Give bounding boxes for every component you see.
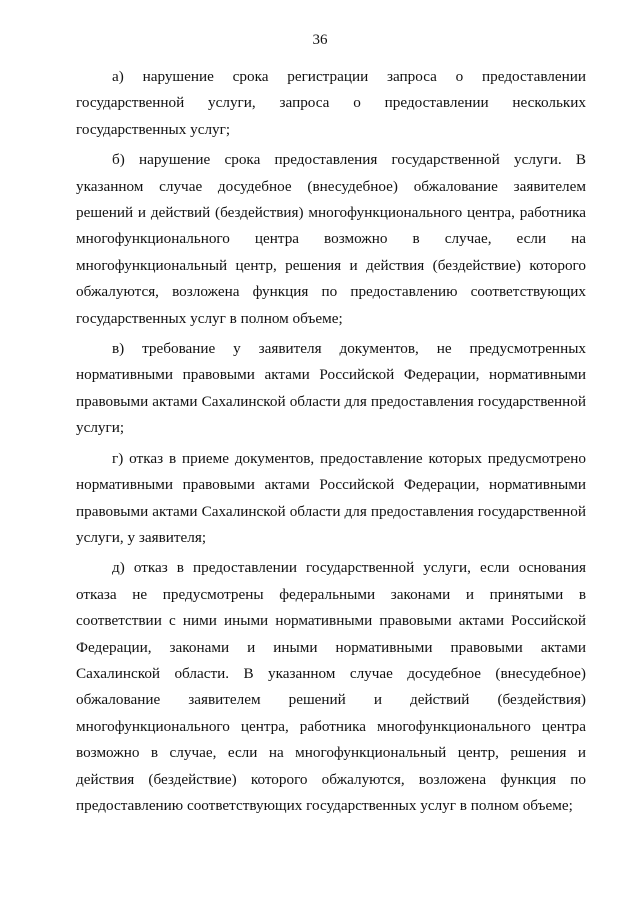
paragraph-g: г) отказ в приеме документов, предоставление которых предусмотрено нормативными правовыми актами Российской Федерации, нормативными правовыми актами Сахалинской области для предоставления государственной услуги, у заявителя; (76, 449, 586, 546)
paragraph-a: а) нарушение срока регистрации запроса о предоставлении государственной услуги, запроса о предоставлении нескольких государственных услуг; (76, 68, 586, 138)
page-number: 36 (312, 32, 328, 48)
paragraph-b: б) нарушение срока предоставления государственной услуги. В указанном случае досудебное (внесудебное) обжалование заявителем решений и действий (бездействия) многофункционального центра, работника многофункционального центра возможно в случае, если на многофункциональный центр, решения и действия (бездействие) которого обжалуются, возложена функция по предоставлению соответствующих государственных услуг в полном объеме; (76, 151, 586, 327)
paragraph-d: д) отказ в предоставлении государственной услуги, если основания отказа не предусмотрены федеральными законами и принятыми в соответствии с ними иными нормативными правовыми актами Российской Федерации, законами и иными нормативными правовыми актами Сахалинской области. В указанном случае досудебное (внесудебное) обжалование заявителем решений и действий (бездействия) многофункционального центра, работника многофункционального центра возможно в случае, если на многофункциональный центр, решения и действия (бездействие) которого обжалуются, возложена функция по предоставлению соответствующих государственных услуг в полном объеме; (76, 559, 586, 814)
paragraph-v: в) требование у заявителя документов, не предусмотренных нормативными правовыми актами Российской Федерации, нормативными правовыми актами Сахалинской области для предоставления государственной услуги; (76, 340, 586, 437)
document-body (76, 64, 586, 823)
